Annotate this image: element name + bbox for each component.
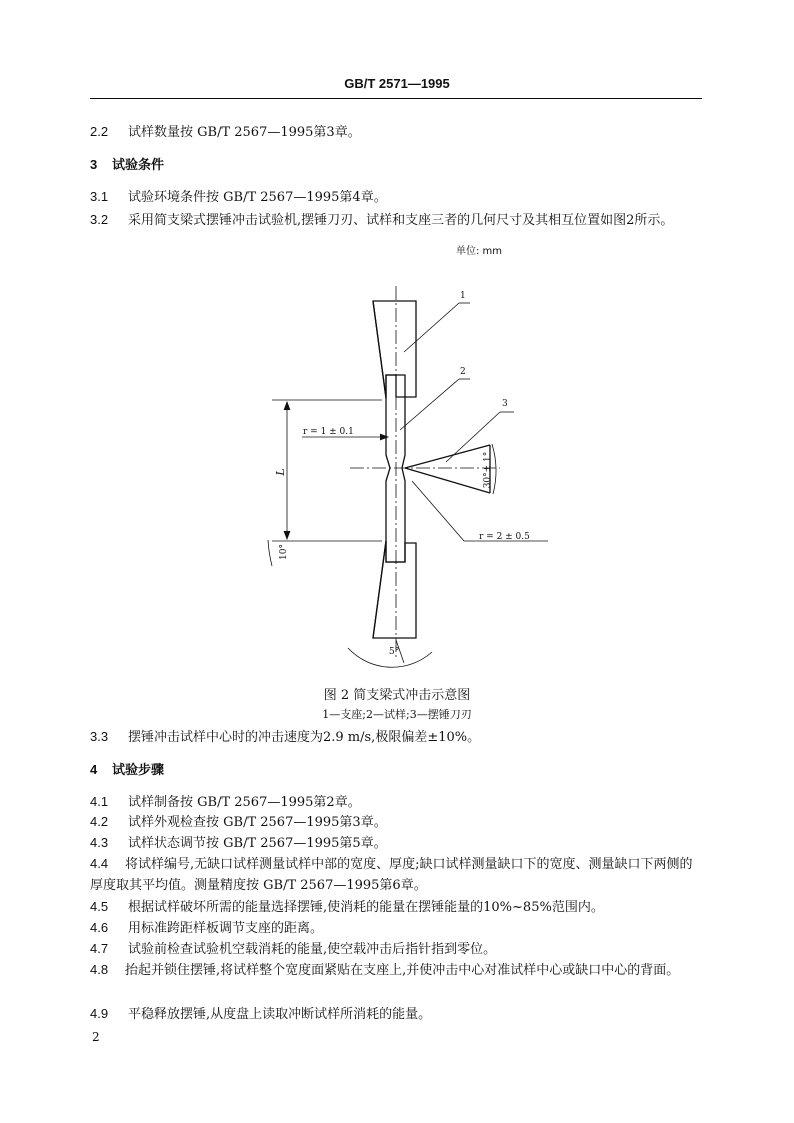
- section-title: 试验条件: [112, 158, 165, 173]
- clause-number: 2.2: [90, 124, 109, 139]
- paragraph-3-3: [90, 726, 702, 748]
- label-specimen: 2: [460, 367, 466, 377]
- unit-label: 单位: mm: [456, 246, 503, 257]
- clause-number: 4.6: [90, 920, 109, 935]
- clause-number: 4.4: [90, 856, 109, 871]
- step-4-1: [90, 791, 702, 813]
- figure-legend: 1—支座;2—试样;3—摆锤刀刃: [322, 708, 472, 721]
- page-number: 2: [92, 1030, 100, 1044]
- step-4-9: [90, 1003, 702, 1025]
- taper-angle-label: 5°: [389, 647, 400, 657]
- step-4-7: [90, 938, 702, 960]
- label-blade: 3: [502, 399, 508, 409]
- step-4-4: [90, 853, 702, 896]
- radius-blade-label: r = 2 ± 0.5: [479, 532, 530, 542]
- page-header: GB/T 2571—1995: [344, 76, 450, 91]
- figure-caption: 图 2 简支梁式冲击示意图: [323, 688, 471, 703]
- clause-text: 试样数量按 GB/T 2567—1995第3章。: [128, 125, 361, 140]
- clause-text: 试样状态调节按 GB/T 2567—1995第5章。: [128, 836, 387, 851]
- step-4-6: [90, 917, 702, 939]
- label-support: 1: [460, 291, 466, 301]
- clause-number: 3.2: [90, 212, 109, 227]
- clause-text: 将试样编号,无缺口试样测量试样中部的宽度、厚度;缺口试样测量缺口下的宽度、测量缺口下两侧的厚度取其平均值。测量精度按 GB/T 2567—1995第6章。: [90, 857, 693, 893]
- span-label: L: [274, 468, 287, 476]
- step-4-8: [90, 959, 702, 981]
- clause-number: 3.1: [90, 189, 109, 204]
- radius-specimen-label: r = 1 ± 0.1: [303, 427, 354, 437]
- clause-text: 平稳释放摆锤,从度盘上读取冲断试样所消耗的能量。: [128, 1007, 432, 1022]
- clause-text: 试验环境条件按 GB/T 2567—1995第4章。: [128, 190, 387, 205]
- clause-number: 4.7: [90, 941, 109, 956]
- clause-text: 采用简支梁式摆锤冲击试验机,摆锤刀刃、试样和支座三者的几何尺寸及其相互位置如图2所示。: [128, 213, 674, 228]
- clause-number: 4.3: [90, 835, 109, 850]
- section-number: 4: [90, 762, 98, 777]
- support-angle-label: 10°: [279, 544, 289, 560]
- clause-number: 4.9: [90, 1006, 109, 1021]
- clause-number: 4.2: [90, 814, 109, 829]
- pendulum-blade: [405, 445, 490, 493]
- step-4-5: [90, 896, 702, 918]
- blade-angle-label: 30°± 1°: [483, 451, 493, 489]
- clause-number: 4.8: [90, 962, 109, 977]
- clause-text: 摆锤冲击试样中心时的冲击速度为2.9 m/s,极限偏差±10%。: [128, 730, 481, 745]
- clause-number: 4.1: [90, 794, 109, 809]
- step-4-3: [90, 832, 702, 854]
- clause-number: 3.3: [90, 729, 109, 744]
- step-4-2: [90, 811, 702, 833]
- clause-text: 试样制备按 GB/T 2567—1995第2章。: [128, 795, 361, 810]
- clause-number: 4.5: [90, 899, 109, 914]
- clause-text: 用标准跨距样板调节支座的距离。: [128, 921, 324, 936]
- section-heading-4: [90, 759, 702, 781]
- section-number: 3: [90, 157, 98, 172]
- clause-text: 试样外观检查按 GB/T 2567—1995第3章。: [128, 815, 387, 830]
- clause-text: 抬起并锁住摆锤,将试样整个宽度面紧贴在支座上,并使冲击中心对准试样中心或缺口中心的背面。: [125, 963, 680, 978]
- clause-text: 试验前检查试验机空载消耗的能量,使空载冲击后指针指到零位。: [128, 942, 497, 957]
- clause-text: 根据试样破坏所需的能量选择摆锤,使消耗的能量在摆锤能量的10%~85%范围内。: [128, 900, 604, 915]
- specimen: [386, 375, 405, 562]
- section-title: 试验步骤: [112, 763, 165, 778]
